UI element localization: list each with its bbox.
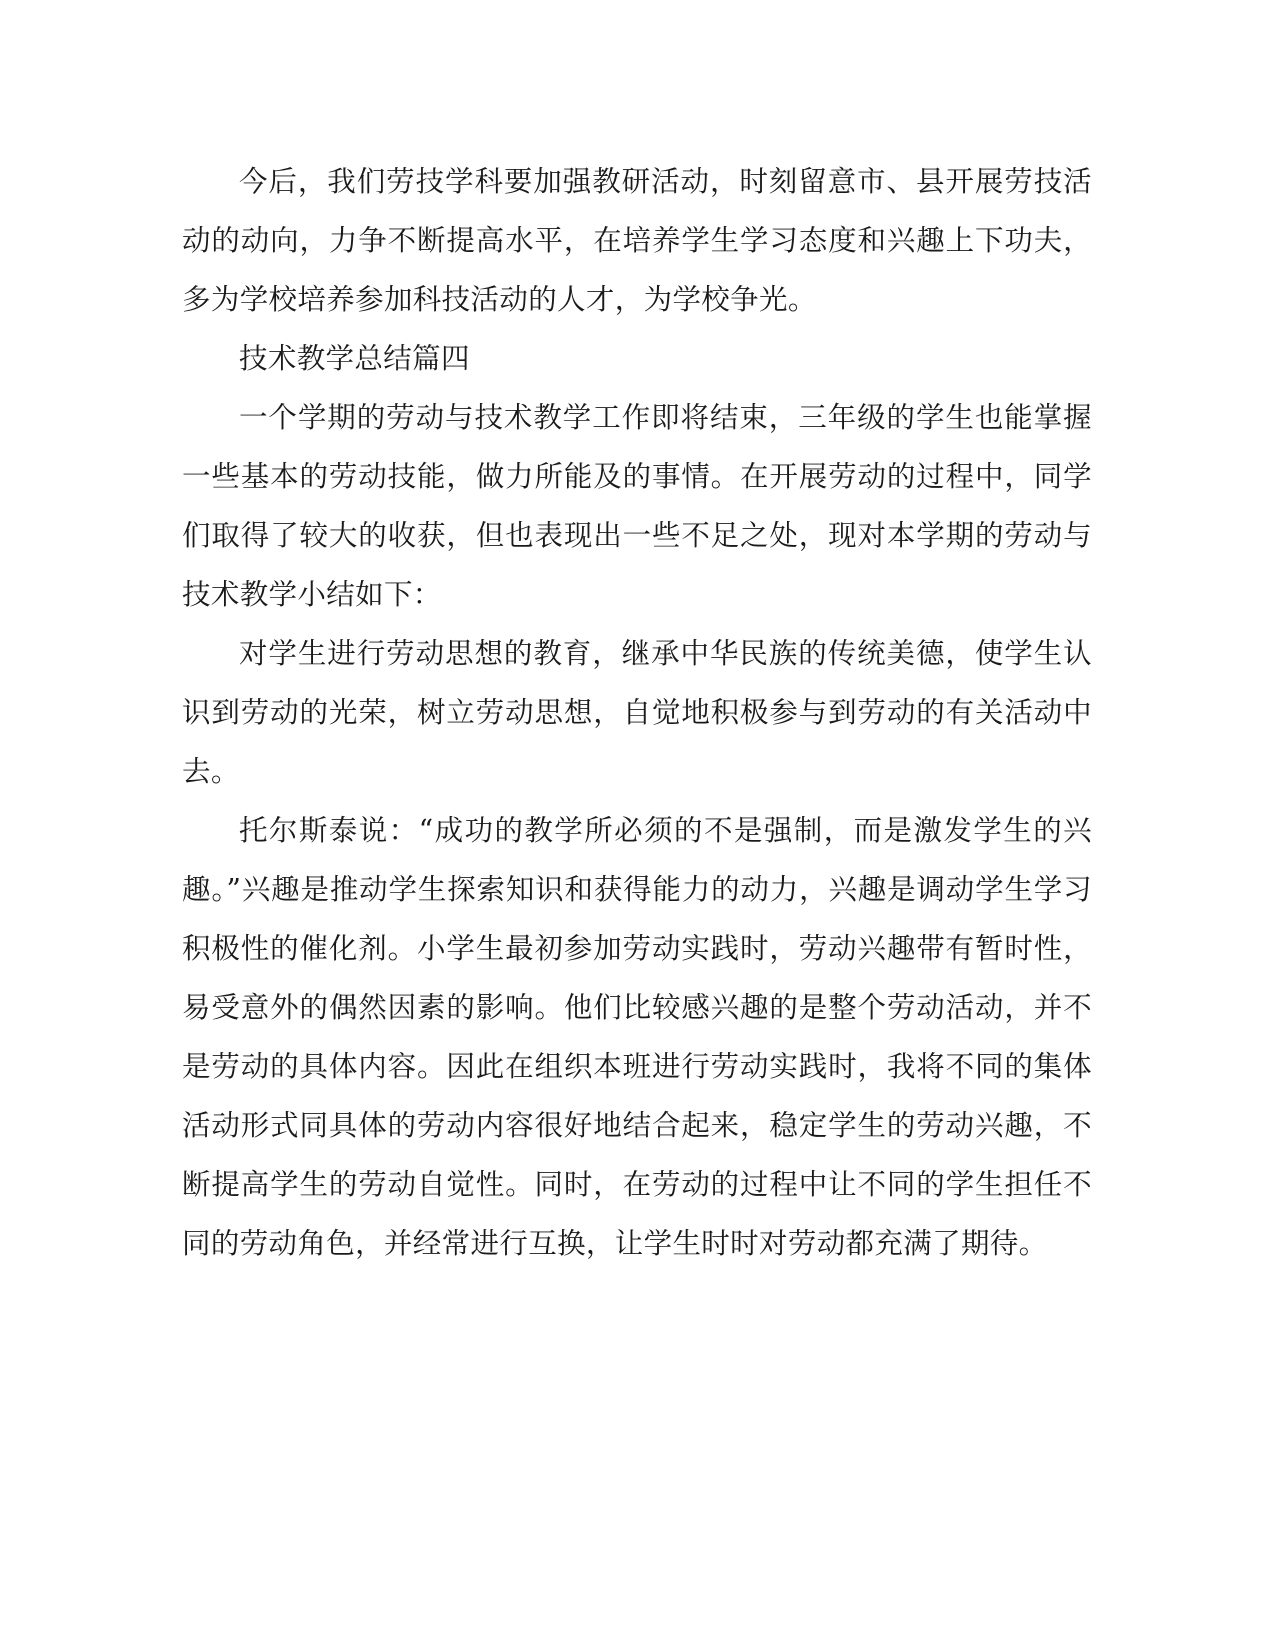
paragraph-labor-education: 对学生进行劳动思想的教育，继承中华民族的传统美德，使学生认识到劳动的光荣，树立劳动思想，自觉地积极参与到劳动的有关活动中去。 — [182, 637, 1092, 788]
paragraph-conclusion: 今后，我们劳技学科要加强教研活动，时刻留意市、县开展劳技活动的动向，力争不断提高水平，在培养学生学习态度和兴趣上下功夫，多为学校培养参加科技活动的人才，为学校争光。 — [182, 165, 1092, 316]
section-heading: 技术教学总结篇四 — [239, 342, 470, 375]
paragraph-intro: 一个学期的劳动与技术教学工作即将结束，三年级的学生也能掌握一些基本的劳动技能，做力所能及的事情。在开展劳动的过程中，同学们取得了较大的收获，但也表现出一些不足之处，现对本学期的劳动与技术教学小结如下： — [182, 401, 1092, 611]
document-page — [182, 152, 1092, 1273]
paragraph-tolstoy-quote: 托尔斯泰说：“成功的教学所必须的不是强制，而是激发学生的兴趣。”兴趣是推动学生探索知识和获得能力的动力，兴趣是调动学生学习积极性的催化剂。小学生最初参加劳动实践时，劳动兴趣带有暂时性，易受意外的偶然因素的影响。他们比较感兴趣的是整个劳动活动，并不是劳动的具体内容。因此在组织本班进行劳动实践时，我将不同的集体活动形式同具体的劳动内容很好地结合起来，稳定学生的劳动兴趣，不断提高学生的劳动自觉性。同时，在劳动的过程中让不同的学生担任不同的劳动角色，并经常进行互换，让学生时时对劳动都充满了期待。 — [182, 814, 1092, 1260]
